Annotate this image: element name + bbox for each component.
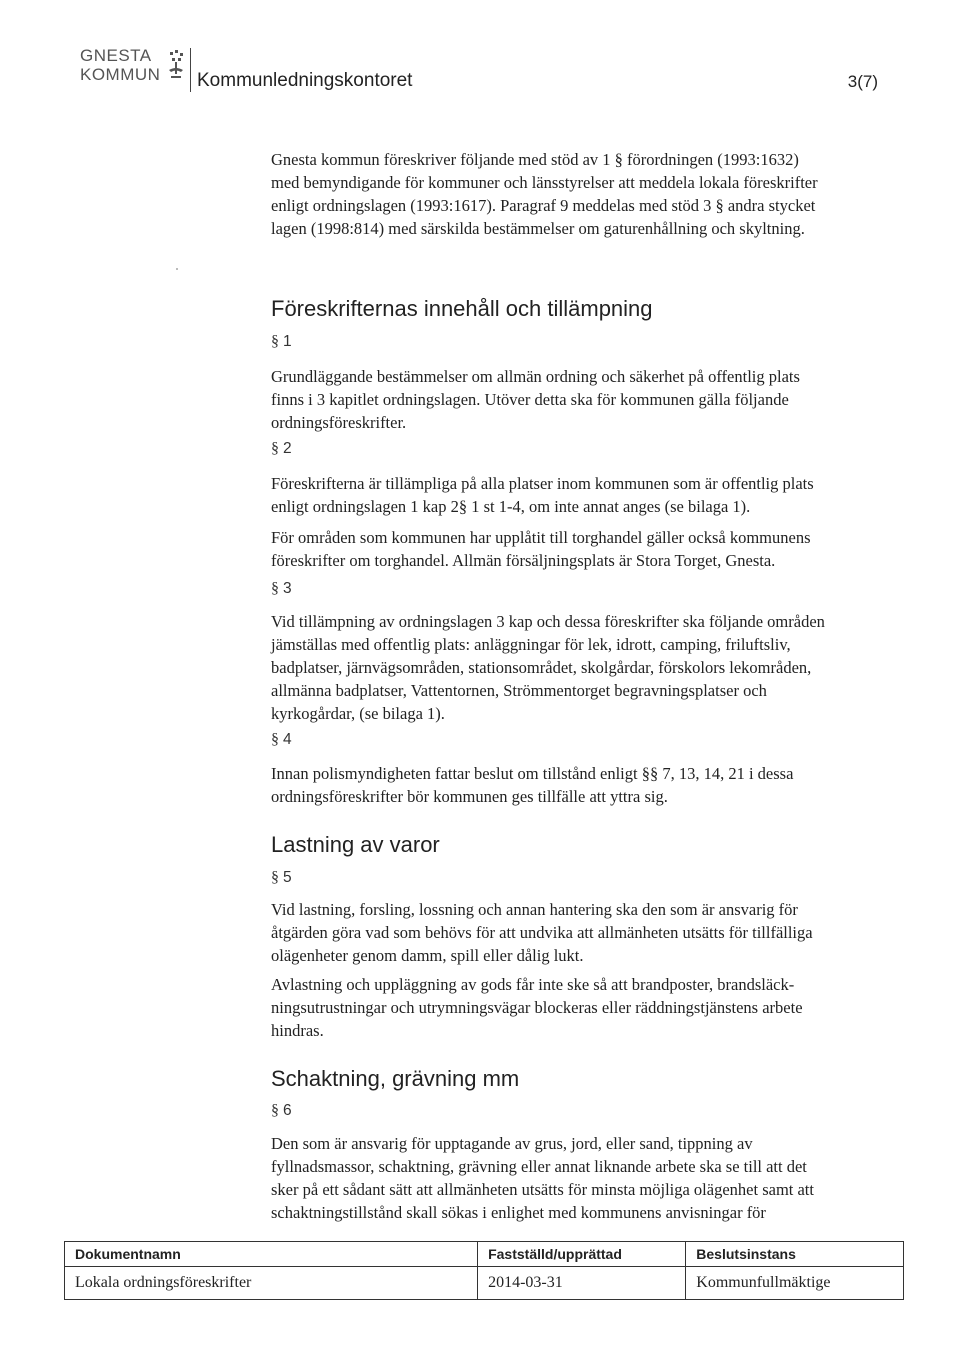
paragraph-number: 4 [283,731,292,748]
intro-line: med bemyndigande för kommuner och länsstyrelser att meddela lokala föreskrifter [271,173,818,192]
paragraph-body [271,973,896,1042]
paragraph-number: 6 [283,1102,292,1119]
body-line: Innan polismyndigheten fattar beslut om tillstånd enligt §§ 7, 13, 14, 21 i dessa [271,764,794,783]
body-line: fyllnadsmassor, schaktning, grävning eller annat liknande arbete ska se till att det [271,1157,807,1176]
table-header-row [65,1242,904,1267]
paragraph-body [271,472,896,518]
body-line: För områden som kommunen har upplåtit till torghandel gäller också kommunens [271,528,811,547]
body-line: Föreskrifterna är tillämpliga på alla platser inom kommunen som är offentlig plats [271,474,814,493]
body-line: finns i 3 kapitlet ordningslagen. Utöver detta ska för kommunen gälla följande [271,390,789,409]
paragraph-body [271,365,896,434]
body-line: allmänna badplatser, Vattentornen, Strömmentorget begravningsplatser och [271,681,767,700]
established-date-value: 2014-03-31 [478,1267,686,1300]
body-line: ordningsföreskrifter. [271,413,407,432]
intro-line: Gnesta kommun föreskriver följande med stöd av 1 § förordningen (1993:1632) [271,150,799,169]
paragraph-body [271,526,896,572]
intro-text [271,148,896,240]
table-row [65,1267,904,1300]
scan-speck [176,268,178,270]
paragraph-label: § 3 [271,580,292,597]
section-heading: Schaktning, grävning mm [271,1066,520,1091]
decision-body-value: Kommunfullmäktige [686,1267,904,1300]
body-line: enligt ordningslagen 1 kap 2§ 1 st 1-4, om inte annat anges (se bilaga 1). [271,497,751,516]
page-number: 3(7) [847,72,878,91]
gnesta-logo [80,46,192,90]
body-line: ordningsföreskrifter bör kommunen ges tillfälle att yttra sig. [271,787,668,806]
body-line: jämställas med offentlig plats: anläggningar för lek, idrott, camping, friluftsliv, [271,635,791,654]
section-heading: Föreskrifternas innehåll och tillämpning [271,296,653,321]
body-line: åtgärden göra vad som behövs för att undvika att allmänheten utsätts för tillfälliga [271,923,813,942]
body-line: Den som är ansvarig för upptagande av grus, jord, eller sand, tippning av [271,1134,753,1153]
paragraph-number: 2 [283,440,292,457]
body-line: ningsutrustningar och utrymningsvägar blockeras eller räddningstjänstens arbete [271,998,803,1017]
body-line: Grundläggande bestämmelser om allmän ordning och säkerhet på offentlig plats [271,367,800,386]
header-decision-body: Beslutsinstans [686,1242,904,1267]
municipal-emblem-icon [166,48,186,84]
body-line: sker på ett sådant sätt att allmänheten utsätts för minsta möjliga olägenhet samt att [271,1180,814,1199]
body-line: schaktningstillstånd skall sökas i enlighet med kommunens anvisningar för [271,1203,766,1222]
paragraph-label: § 4 [271,731,292,748]
document-info-table [64,1241,904,1300]
logo-line-1: GNESTA [80,46,152,65]
paragraph-label: § 5 [271,869,292,886]
paragraph-body [271,610,896,725]
document-name-value: Lokala ordningsföreskrifter [65,1267,478,1300]
paragraph-number: 5 [283,869,292,886]
header-established: Fastställd/upprättad [478,1242,686,1267]
body-line: Vid tillämpning av ordningslagen 3 kap och dessa föreskrifter ska följande områden [271,612,825,631]
body-line: kyrkogårdar, (se bilaga 1). [271,704,445,723]
section-heading: Lastning av varor [271,832,440,857]
header-document-name: Dokumentnamn [65,1242,478,1267]
body-line: Vid lastning, forsling, lossning och annan hantering ska den som är ansvarig för [271,900,798,919]
paragraph-body [271,762,896,808]
body-line: hindras. [271,1021,324,1040]
intro-line: lagen (1998:814) med särskilda bestämmelser om gaturenhållning och skyltning. [271,219,805,238]
body-line: föreskrifter om torghandel. Allmän försäljningsplats är Stora Torget, Gnesta. [271,551,776,570]
body-line: olägenheter genom damm, spill eller dålig lukt. [271,946,584,965]
paragraph-label: § 1 [271,333,292,350]
paragraph-label: § 6 [271,1102,292,1119]
paragraph-body [271,898,896,967]
paragraph-body [271,1132,896,1224]
paragraph-number: 3 [283,580,292,597]
intro-line: enligt ordningslagen (1993:1617). Paragraf 9 meddelas med stöd 3 § andra stycket [271,196,816,215]
paragraph-label: § 2 [271,440,292,457]
logo-line-2: KOMMUN [80,65,161,84]
body-line: Avlastning och uppläggning av gods får inte ske så att brandposter, brandsläck- [271,975,795,994]
office-name: Kommunledningskontoret [197,70,413,91]
header-divider [190,48,191,92]
body-line: badplatser, järnvägsområden, stationsområdet, skolgårdar, förskolors lekområden, [271,658,812,677]
paragraph-number: 1 [283,333,292,350]
